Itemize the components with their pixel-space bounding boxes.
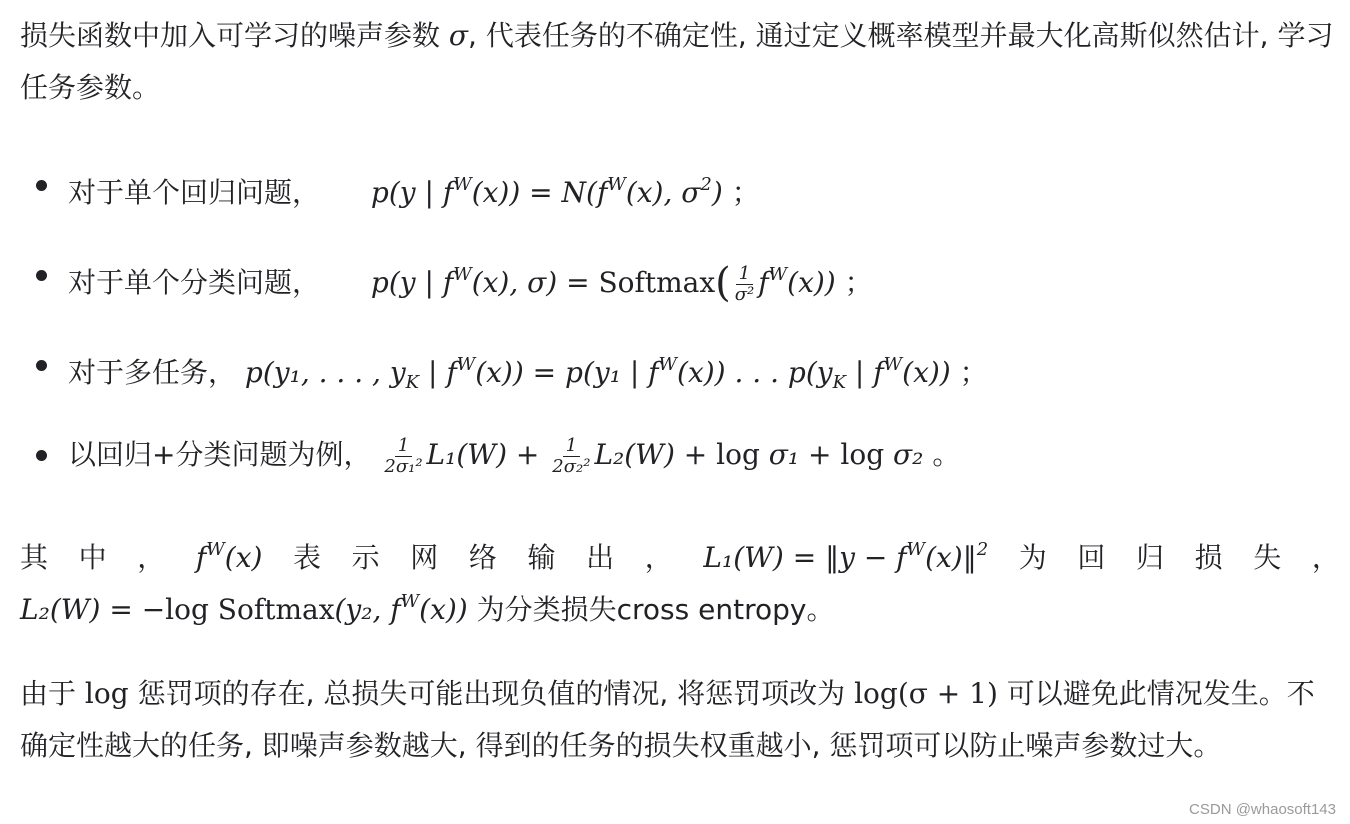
regression-likelihood-formula: p(y | $f^W(x)) = N(f^W(x)$, $\sigma^2$): [370, 174, 723, 209]
item-end: ；: [731, 176, 760, 209]
intro-text-a: 损失函数中加入可学习的噪声参数: [20, 19, 441, 52]
list-item-classification: [20, 230, 1340, 320]
fraction: $\frac{1}{\text{2σ₂²}}$: [552, 435, 591, 477]
item-label: 对于单个回归问题，: [68, 176, 321, 209]
item-label: 对于多任务，: [68, 356, 237, 389]
list-item-multitask: [20, 320, 1340, 410]
fraction: $\frac{1}{\text{σ²}}$: [734, 263, 755, 305]
multitask-likelihood-formula: p(y₁, . . . , $y_K$ | $f^W(x)) = p(y_1$ | $f^W(x)$) . . . $p(y_K$ | $f^W(x)$): [244, 354, 951, 393]
log-symbol: log: [84, 677, 129, 710]
item-label: 对于单个分类问题，: [68, 266, 321, 299]
sigma-symbol: σ: [448, 19, 469, 52]
intro-paragraph: [20, 10, 1340, 114]
network-output-symbol: $f^W(x)$: [195, 539, 263, 574]
bullet-dot: [36, 360, 47, 371]
bullet-dot: [36, 450, 47, 461]
regression-loss-formula: L₁(W) = ‖y − $f^W(x)‖^2$: [703, 539, 989, 574]
fraction: $\frac{1}{\text{2σ₁²}}$: [384, 435, 423, 477]
explain-tail: 为分类损失cross entropy。: [467, 593, 835, 626]
explanation-paragraph: 其 中 ， $f^W(x)$ 表 示 网 络 输 出 ， L₁(W) = ‖y − $f^W(x)‖^2$ 为 回 归 损 失 ， L₂(W) = −log Softmax(y₂, $f^W(x)$) 为分类损失cross entropy。: [20, 524, 1340, 636]
intro-text-b: , 代表任务的不确定性, 通过定义概率模型并最大化高斯似然估计, 学习任务参数。: [20, 19, 1334, 104]
combined-loss-formula: $\frac{1}{\text{2σ₁²}}$ L₁(W) + $\frac{1}{\text{2σ₂²}}$ L₂(W) + log σ₁ + log σ₂: [384, 435, 924, 477]
watermark: CSDN @whaosoft143: [1189, 801, 1336, 818]
list-item-combined-loss: [20, 410, 1340, 500]
item-end: ；: [959, 356, 988, 389]
list-item-regression: [20, 140, 1340, 230]
formula-list: [20, 140, 1340, 500]
bullet-dot: [36, 180, 47, 191]
item-label: 以回归+分类问题为例，: [68, 438, 372, 471]
item-end: ；: [844, 266, 873, 299]
bullet-dot: [36, 270, 47, 281]
closing-paragraph: 由于 log 惩罚项的存在, 总损失可能出现负值的情况, 将惩罚项改为 log(σ + 1) 可以避免此情况发生。不确定性越大的任务, 即噪声参数越大, 得到的任务的损失权重越小, 惩罚项可以防止噪声参数过大。: [20, 677, 1315, 762]
classification-likelihood-formula: p(y | $f^W(x)$, σ) = Softmax( $\frac{1}{\text{σ²}}$ $f^W(x)$): [370, 260, 836, 306]
log-sigma-expression: log(σ + 1): [854, 677, 998, 710]
item-end: 。: [932, 438, 961, 471]
classification-loss-formula: L₂(W) = −log Softmax(y₂, $f^W(x)$): [20, 591, 468, 626]
